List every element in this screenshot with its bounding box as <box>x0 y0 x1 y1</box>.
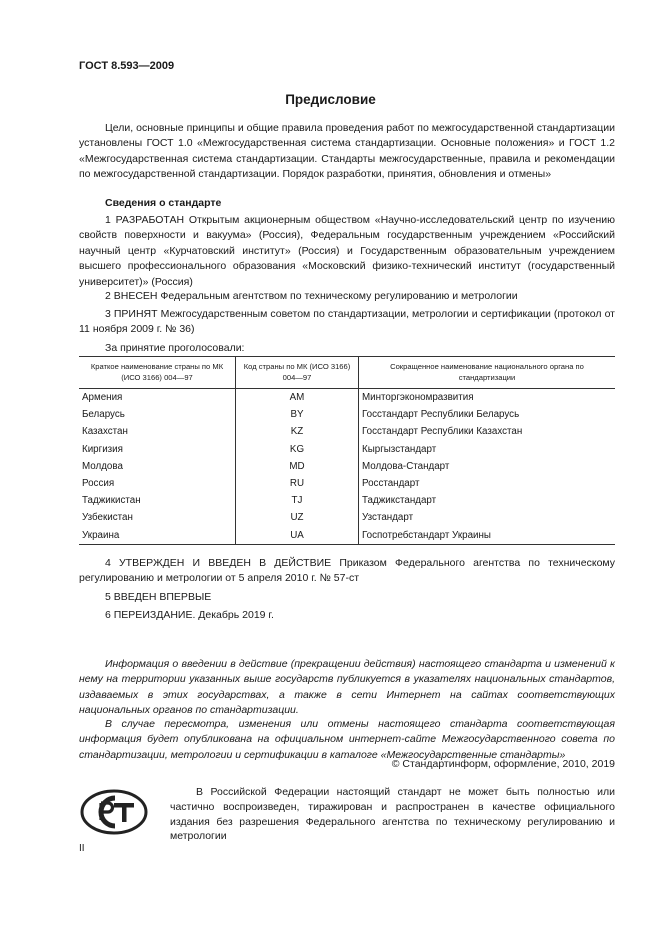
item-introduced: 2 ВНЕСЕН Федеральным агентством по техническому регулированию и метрологии <box>105 290 518 302</box>
country-name: Россия <box>82 478 115 490</box>
countries-table <box>79 356 615 545</box>
agency-name: Госстандарт Республики Казахстан <box>359 423 616 440</box>
page-number: II <box>79 843 85 854</box>
country-name: Украина <box>79 527 236 545</box>
table-row <box>79 406 615 423</box>
table-row <box>79 527 615 545</box>
agency-name: Госстандарт Республики Беларусь <box>359 406 616 423</box>
section-title: Сведения о стандарте <box>105 197 222 209</box>
item-voted: За принятие проголосовали: <box>105 342 245 354</box>
country-code: UZ <box>236 509 359 526</box>
agency-name: Росстандарт <box>359 475 616 492</box>
agency-name: Кыргызстандарт <box>359 441 616 458</box>
table-row <box>79 492 615 509</box>
country-code: UA <box>236 527 359 545</box>
copyright-line: © Стандартинформ, оформление, 2010, 2019 <box>391 758 615 770</box>
table-header-code: Код страны по МК (ИСО 3166) 004—97 <box>236 357 359 389</box>
item-first-introduction: 5 ВВЕДЕН ВПЕРВЫЕ <box>105 591 212 603</box>
table-row <box>79 441 615 458</box>
agency-name: Узстандарт <box>359 509 616 526</box>
table-header-agency: Сокращенное наименование национального органа по стандартизации <box>359 357 616 389</box>
rst-certification-logo <box>79 788 149 836</box>
table-row <box>79 389 615 407</box>
country-name: Киргизия <box>82 443 123 455</box>
agency-name: Таджикстандарт <box>359 492 616 509</box>
country-name: Армения <box>82 392 123 404</box>
table-header-country: Краткое наименование страны по МК (ИСО 3166) 004—97 <box>79 357 236 389</box>
revision-notice: В случае пересмотра, изменения или отмены настоящего стандарта соответствующая информация будет опубликована на официальном интернет-сайте Межгосударственного совета по стандартизации, метрологии и сертификации в каталоге «Межгосударственные стандарты» <box>79 718 615 761</box>
country-code: KG <box>236 441 359 458</box>
country-name: Узбекистан <box>82 512 133 524</box>
country-name: Молдова <box>82 460 123 472</box>
intro-paragraph: Цели, основные принципы и общие правила проведения работ по межгосударственной стандартизации установлены ГОСТ 1.0 «Межгосударственная система стандартизации. Основные положения» и ГОСТ 1.2 «Межгосударственная система стандартизации. Стандарты межгосударственные, правила и рекомендации по межгосударственной стандартизации. Порядок разработки, принятия, обновления и отмены» <box>79 122 615 181</box>
info-notice: Информация о введении в действие (прекращении действия) настоящего стандарта и изменений к нему на территории указанных выше государств публикуется в указателях национальных стандартов, издаваемых в этих государствах, а также в сети Интернет на сайтах соответствующих национальных органов по стандартизации. <box>79 658 615 717</box>
country-name: Казахстан <box>82 426 128 438</box>
item-developed: 1 РАЗРАБОТАН Открытым акционерным обществом «Научно-исследовательский центр по изучению свойств поверхности и вакуума» (Россия), Федеральным государственным учреждением «Российский научный центр «Курчатовский институт» (Россия) и Государственным образовательным учреждением высшего профессионального образования «Московский физико-технический институт (государственный университет)» (Россия) <box>79 214 615 288</box>
page-title: Предисловие <box>285 92 376 107</box>
item-adopted: 3 ПРИНЯТ Межгосударственным советом по стандартизации, метрологии и сертификации (протокол от 11 ноября 2009 г. № 36) <box>79 308 615 336</box>
rf-reproduction-notice: В Российской Федерации настоящий стандарт не может быть полностью или частично воспроизведен, тиражирован и распространен в качестве официального издания без разрешения Федерального агентства по техническому регулированию и метрологии <box>170 786 615 843</box>
country-code: TJ <box>236 492 359 509</box>
country-code: BY <box>236 406 359 423</box>
table-row <box>79 475 615 492</box>
table-row <box>79 458 615 475</box>
table-header-row <box>79 357 615 389</box>
document-header: ГОСТ 8.593—2009 <box>79 60 175 72</box>
country-code: KZ <box>236 423 359 440</box>
agency-name: Госпотребстандарт Украины <box>359 527 616 545</box>
country-code: RU <box>236 475 359 492</box>
table-row <box>79 423 615 440</box>
table-row <box>79 509 615 526</box>
country-name: Таджикистан <box>82 495 141 507</box>
agency-name: Минторгэкономразвития <box>359 389 616 407</box>
item-approved: 4 УТВЕРЖДЕН И ВВЕДЕН В ДЕЙСТВИЕ Приказом Федерального агентства по техническому регулированию и метрологии от 5 апреля 2010 г. № 57-ст <box>79 557 615 585</box>
item-reissue: 6 ПЕРЕИЗДАНИЕ. Декабрь 2019 г. <box>105 609 274 621</box>
agency-name: Молдова-Стандарт <box>359 458 616 475</box>
country-name: Беларусь <box>82 409 125 421</box>
country-code: AM <box>236 389 359 407</box>
country-code: MD <box>236 458 359 475</box>
